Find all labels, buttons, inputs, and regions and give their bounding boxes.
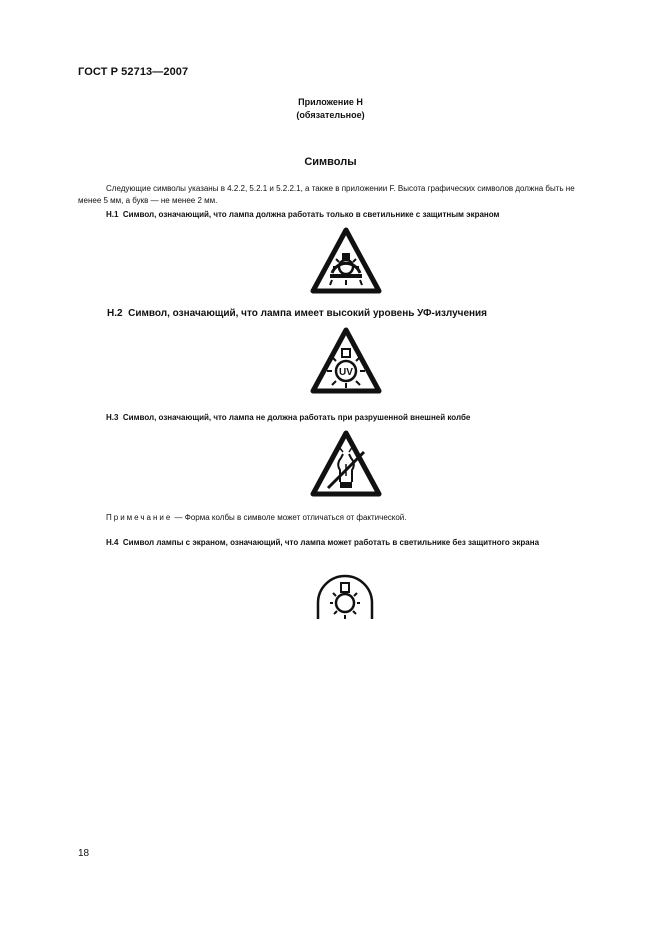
item-h4-number: Н.4 xyxy=(106,538,119,547)
lamp-with-shield-icon xyxy=(310,227,382,295)
item-h2-number: Н.2 xyxy=(107,308,123,319)
page-title: Символы xyxy=(304,156,357,168)
item-h2-caption xyxy=(107,308,619,320)
note-text: — Форма колбы в символе может отличаться от фактической. xyxy=(174,513,407,522)
page-number: 18 xyxy=(78,848,90,859)
uv-warning-icon xyxy=(310,327,382,395)
item-h4-text: Символ лампы с экраном, означающий, что лампа может работать в светильнике без защитного экрана xyxy=(122,538,540,547)
intro-paragraph: Следующие символы указаны в 4.2.2, 5.2.1 и 5.2.2.1, а также в приложении F. Высота графических символов должна быть не менее 5 мм, а букв — не менее 2 мм. xyxy=(78,184,575,205)
item-h4-caption xyxy=(78,537,590,549)
note xyxy=(78,512,590,524)
item-h1-text: Символ, означающий, что лампа должна работать только в светильнике с защитным экраном xyxy=(122,210,500,219)
item-h3-caption xyxy=(78,412,590,424)
uv-symbol-text: UV xyxy=(339,367,353,378)
broken-bulb-warning-icon xyxy=(310,430,382,498)
annex-heading xyxy=(0,96,661,122)
item-h3-number: Н.3 xyxy=(106,413,119,422)
item-h3-text: Символ, означающий, что лампа не должна работать при разрушенной внешней колбе xyxy=(122,413,471,422)
note-label: Примечание xyxy=(106,513,173,522)
item-h1-caption xyxy=(78,209,590,221)
item-h2-text: Символ, означающий, что лампа имеет высокий уровень УФ-излучения xyxy=(128,308,488,319)
shielded-lamp-icon xyxy=(312,571,378,627)
item-h1-number: Н.1 xyxy=(106,210,119,219)
annex-label: Приложение Н xyxy=(298,97,363,107)
document-header: ГОСТ Р 52713—2007 xyxy=(78,66,189,78)
annex-status: (обязательное) xyxy=(296,110,365,120)
